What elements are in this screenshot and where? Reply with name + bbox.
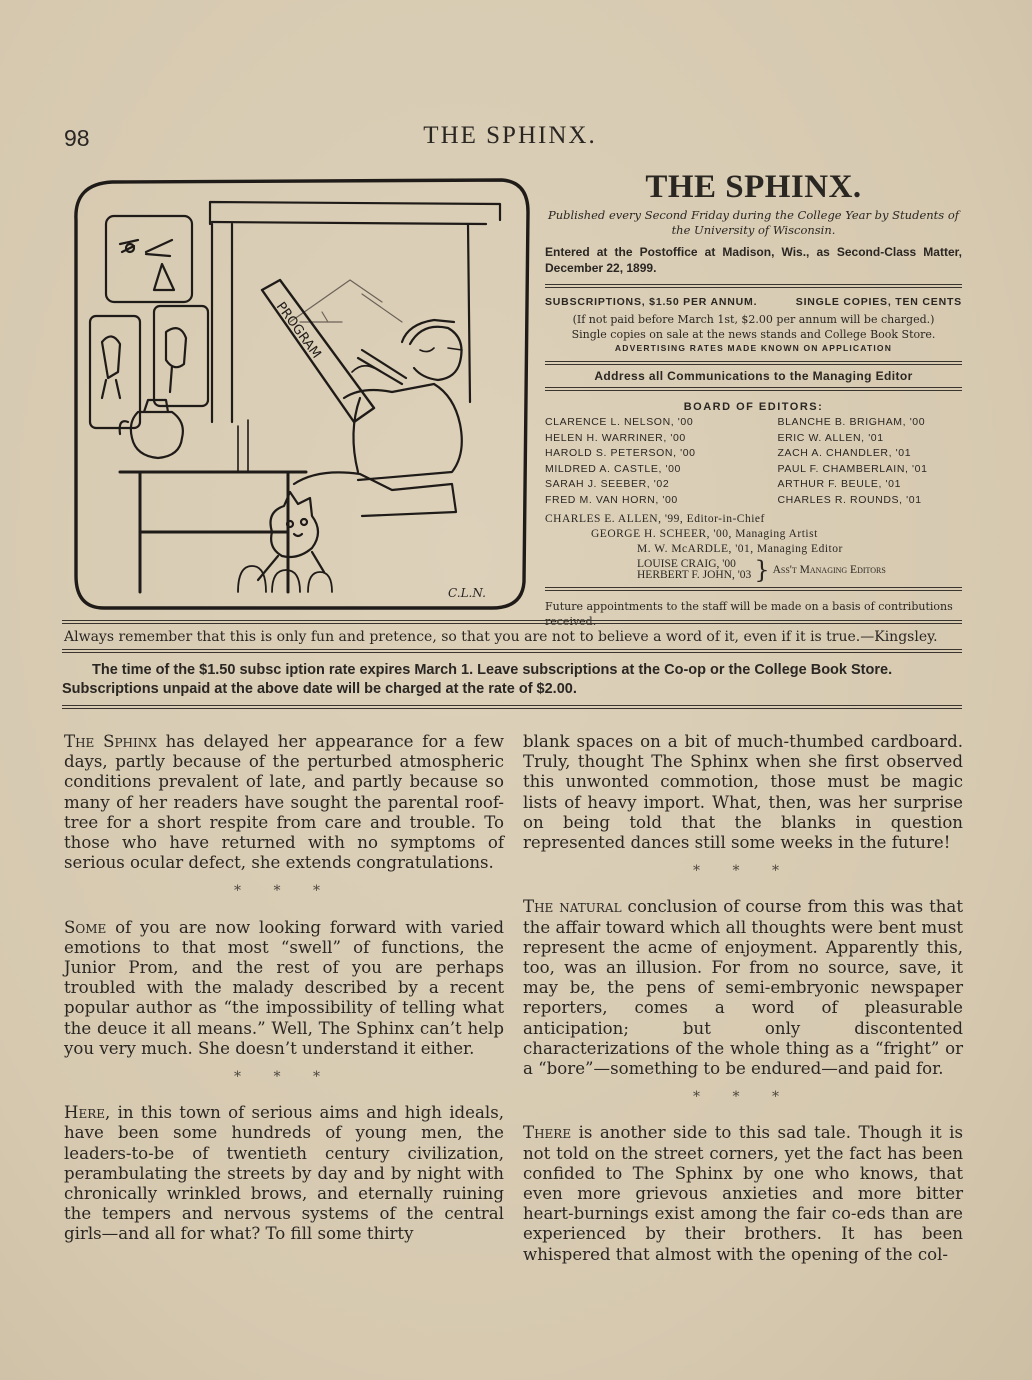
sphinx-illustration (62, 172, 532, 612)
board-title: BOARD OF EDITORS: (683, 401, 824, 413)
brace-icon: } (754, 556, 770, 584)
advertising-note: ADVERTISING RATES MADE KNOWN ON APPLICATION (614, 343, 893, 353)
editor-name: SARAH J. SEEBER, '02 (545, 478, 670, 490)
sale-location-note: Single copies on sale at the news stands and College Book Store. (571, 328, 936, 341)
assistant-editor-name: HERBERT F. JOHN, '03 (637, 569, 752, 581)
editor-name: HELEN H. WARRINER, '00 (545, 431, 686, 444)
lead-words: There (523, 1123, 572, 1143)
lead-words: Here, (64, 1103, 111, 1123)
editor-name: CLARENCE L. NELSON, '00 (545, 416, 694, 428)
editor-name: ARTHUR F. BEULE, '01 (777, 478, 902, 490)
managing-editor: M. W. McARDLE, '01, Managing Editor (637, 543, 843, 555)
paragraph-text: has delayed her appearance for a few days, partly because of the perturbed atmospheric conditions prevalent of late, and partly because so many of her readers have sought the parental roof-tree for a short respite from care and trouble. To those who have returned with no symptoms of serious ocular defect, she extends congratulations. (64, 732, 504, 873)
illustration-signature: C.L.N. (448, 586, 486, 600)
paragraph (523, 732, 963, 853)
paragraph-text: conclusion of course from this was that the affair toward which all thoughts were bent must represent the acme of enjoyment. Apparently this, too, was an illusion. For from no source, save, it may be, the pens of semi-embryonic newspaper reporters, comes a word of pleasurable anticipation; but only discontented characterizations of the whole thing as a “fright” or a “bore”—something to be endured—and paid for. (523, 897, 963, 1079)
editor-name: MILDRED A. CASTLE, '00 (545, 462, 681, 475)
paragraph (523, 897, 963, 1079)
masthead-title: THE SPHINX. (645, 169, 862, 205)
masthead (545, 168, 962, 629)
subscription-notice: The time of the $1.50 subsc iption rate expires March 1. Leave subscriptions at the Co-op or the College Book Store. Subscriptions unpaid at the above date will be charged at the rate of $2.00. (62, 662, 893, 697)
editor-name: ERIC W. ALLEN, '01 (777, 431, 884, 444)
divider (545, 587, 962, 591)
editor-name: ZACH A. CHANDLER, '01 (777, 447, 912, 459)
late-payment-note: (If not paid before March 1st, $2.00 per annum will be charged.) (572, 313, 935, 326)
editor-name: PAUL F. CHAMBERLAIN, '01 (777, 462, 928, 475)
paragraph (64, 918, 504, 1059)
publication-statement: Published every Second Friday during the College Year by Students of the University of Wisconsin. (547, 208, 960, 237)
assistant-editors-title: Ass't Managing Editors (772, 564, 886, 576)
section-break: * * * (234, 1069, 334, 1086)
lead-words: The Sphinx (64, 732, 157, 751)
divider (545, 387, 962, 391)
paragraph-text: of you are now looking forward with varied emotions to that most “swell” of functions, the Junior Prom, and the rest of you are perhaps troubled with the malady described by a recent popular author as “the impossibility of telling what the deuce it all means.” Well, The Sphinx can’t help you very much. She doesn’t understand it either. (64, 917, 504, 1058)
editor-name: HAROLD S. PETERSON, '00 (545, 447, 696, 459)
address-line: Address all Communications to the Managing Editor (594, 369, 913, 383)
svg-text:PROGRAM: PROGRAM (272, 299, 324, 362)
assistant-editor-name: LOUISE CRAIG, '00 (637, 558, 736, 570)
motto-section (62, 620, 962, 709)
section-break: * * * (234, 883, 334, 900)
editor-name: BLANCHE B. BRIGHAM, '00 (777, 416, 926, 428)
paragraph (64, 732, 504, 873)
divider (62, 705, 962, 709)
running-head: THE SPHINX. (423, 122, 597, 149)
future-appointments-note: Future appointments to the staff will be made on a basis of contributions received. (545, 600, 953, 628)
paragraph-text: in this town of serious aims and high ideals, have been some hundreds of young men, the leaders-to-be of twentieth century civilization, perambulating the streets by day and by night with chronically wrinkled brows, and eternally ruining the tempers and nervous systems of the central girls—and all for what? To fill some thirty (64, 1103, 504, 1244)
motto: Always remember that this is only fun and pretence, so that you are not to believe a word of it, even if it is true.—Kingsley. (64, 629, 938, 645)
editor-in-chief: CHARLES E. ALLEN, '99, Editor-in-Chief (545, 513, 765, 525)
section-break: * * * (693, 1089, 793, 1106)
assistant-editors (637, 556, 962, 584)
editor-name: CHARLES R. ROUNDS, '01 (777, 493, 922, 506)
board-of-editors (545, 415, 962, 508)
single-copy-price: SINGLE COPIES, TEN CENTS (795, 296, 962, 308)
paragraph-text: is another side to this sad tale. Though it is not told on the street corners, yet the fact has been confided to The Sphinx by one who knows, that even more grievous anxieties and more bitter heart-burnings exist among the fair co-eds than are experienced by their brothers. It has been whispered that almost with the opening of the col- (523, 1123, 963, 1264)
lead-words: Some (64, 917, 107, 937)
page-number: 98 (64, 125, 90, 151)
editor-name: FRED M. VAN HORN, '00 (545, 493, 678, 506)
paragraph (64, 1103, 504, 1244)
postoffice-entry: Entered at the Postoffice at Madison, Wis., as Second-Class Matter, December 22, 1899. (545, 245, 962, 275)
subscription-rate: SUBSCRIPTIONS, $1.50 PER ANNUM. (545, 296, 758, 308)
divider (545, 284, 962, 288)
right-column (523, 732, 963, 1265)
paragraph-text: blank spaces on a bit of much-thumbed cardboard. Truly, thought The Sphinx when she first observed this unwonted commotion, those must be magic lists of heavy import. What, then, was her surprise on being told that the blanks in question represented dances still some weeks in the future! (523, 732, 963, 853)
lead-words: The natural (523, 897, 622, 917)
subscription-row (545, 296, 962, 308)
section-break: * * * (693, 863, 793, 880)
left-column (64, 732, 504, 1245)
managing-artist: GEORGE H. SCHEER, '00, Managing Artist (591, 528, 818, 540)
paragraph (523, 1123, 963, 1264)
